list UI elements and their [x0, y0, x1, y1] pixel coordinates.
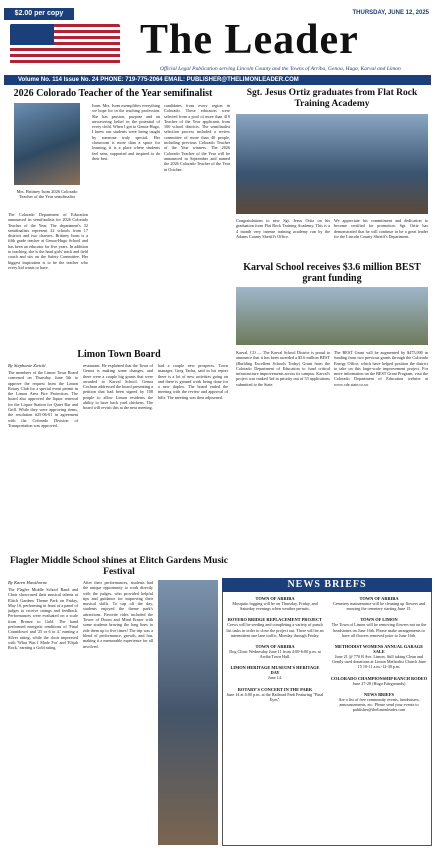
karval-photo: [236, 287, 428, 345]
limon-headline: Limon Town Board: [77, 349, 161, 360]
news-brief-item: TOWN OF ARRIBA Cemetery maintenance will be cleaning up flowers and mowing the cemetery starting June 15. TOWN OF LIMON The Town of Limon will be removing flowers not on the headstones on June 16th. Please make arrangements to have all flowers removed prior to June 16th. METHODIST WOMENS ANNUAL GARAGE SALE June 21 @ 770 B Ave. Limon. Still taking Clean and Gently used donations at Limon Methodist Church June 15 10-11 a.m.-12-30 p.m. COLORADO CHAMPIONSHIP RANCH RODEO June 27-28 (Hugo Fairgrounds) NEWS BRIEFS Are a list of free community events, fundraisers, announcements, etc. Please send your events to publisher@thelimonleader.com: [330, 596, 428, 713]
sgt-right-text: We appreciate his commitment and dedication to become certified for promotion. Sgt. Ortiz has demonstrated that he will continue to be a great leader for the Lincoln County Sheriff's Department.: [334, 218, 428, 239]
karval-left-text: Karval, CO — The Karval School District is proud to announce that it has been awarded a $3.6 million BEST (Building Excellent Schools Today) Grant from the Colorado Department of Education to fund critical infrastructure improvements across its campus. Karval's project was ranked 3rd in priority out of 53 applications submitted to the State.: [236, 350, 330, 387]
news-briefs-title: NEWS BRIEFS: [222, 578, 432, 592]
sgt-headline: Sgt. Jesus Ortiz graduates from Flat Rock Training Academy: [246, 88, 418, 109]
limon-col-1: The members of the Limon Town Board convened on Thursday, June 5th to approve the request from the Limon Rotary Club for a special event permit in the Limon Area Fire Protection. The board also approved the liquor renewal for the Liquor Station for Quiet Bar and Grill. While they were approving items, the resolution #25-06-01 in agreement with the Colorado Division of Transportation was approved.: [8, 370, 78, 428]
karval-headline: Karval School receives $3.6 million BEST grant funding: [243, 262, 421, 284]
flagler-photo: [158, 580, 218, 845]
us-flag-icon: [10, 24, 120, 64]
price-tag: $2.00 per copy: [4, 8, 74, 20]
flagler-col-1: The Flagler Middle School Band and Choir showcased their musical talents at Elitch Gardens Theme Park on Friday, May 16, performing in front of a panel of judges to receive ratings and feedback. Performances were evaluated on a scale from Bronze to Gold. The band performed energetic renditions of 'Final Countdown' and '25 or 6 to 4,' earning a Silver rating, while the choir impressed with 'What Was I Made For' and 'Elijah Rock,' earning a Gold rating.: [8, 587, 78, 651]
limon-byline: By Stephanie Zwicki: [8, 363, 46, 368]
teacher-caption: Mrs. Brittney Isom 2026 Colorado Teacher of the Year semifinalist: [16, 189, 78, 200]
limon-col-2: restaurant. He explained that the Town of Genoa is making some changes, and there were a couple big grants that were awarded to Karval School. Genoa Cochran addressed the board presenting a petition that had been signed by 108 people to allow Limon residents the ability to have back yard chickens. The board will revisit this at the next meeting.: [83, 363, 153, 411]
teacher-col-3: candidates from every region in Colorado. These educators were selected from a pool of more than 419 Teacher of the Year applicants from 100 school districts. The semifinalist selection process included a review committee of more than 40 people, including previous Colorado Teacher of the Year winners. The 2026 Colorado Teacher of the Year will be announced in September and named the 2026 Colorado Teacher of the Year in October.: [164, 103, 230, 172]
karval-right-text: The BEST Grant will be augmented by $475,000 in funding from two previous grants through the Colorado Energy Office, which have helped position the district to take on this large-scale improvement project. For more information on the BEST Grant Program, visit the Colorado Department of Education website at www.cde.state.co.us.: [334, 350, 428, 387]
volume-bar: Volume No. 114 Issue No. 24 PHONE: 719-775-2064 EMAIL: PUBLISHER@THELIMONLEADER.COM: [4, 75, 431, 85]
limon-col-3: had a couple new prospects. Town manager, Greg Tacha, said in his report there is a lot of new activities going on and there is ground work being done for a new duplex. The board ended the meeting with the review and approval of bills. The meeting was then adjourned.: [158, 363, 228, 400]
issue-date: THURSDAY, JUNE 12, 2025: [352, 10, 429, 16]
news-brief-item: TOWN OF ARRIBA Mosquito fogging will be on Thursday, Friday, and Saturday evenings when weather permits. BOYERO BRIDGE REPLACEMENT PROJECT Crews will be seeding and completing a variety of punch list tasks in order to close the project out. There will be an intermittent one lane traffic, Monday through Friday. TOWN OF ARRIBA Dog Clinic Wednesday June 11 from 4:00-6:00 p.m. at Arriba Town Hall. LIMON HERITAGE MUSEUM'S HERITAGE DAY June 14. ROTARY'S CONCERT IN THE PARK June 14 at 6:00 p.m. at the Railroad Park Featuring "Final Eyes".: [226, 596, 324, 702]
sgt-left-text: Congratulations to new Sgt. Jesus Ortiz on his graduation from Flat Rock Training Academy. This is a 4 month very intense training academy run by the Adams County Sheriff's Office.: [236, 218, 330, 239]
flagler-headline: Flagler Middle School shines at Elitch Gardens Music Festival: [9, 556, 229, 577]
newspaper-title: The Leader: [140, 17, 359, 63]
sgt-photo: [236, 114, 428, 214]
teacher-photo: [14, 103, 80, 185]
teacher-headline: 2026 Colorado Teacher of the Year semifinalist: [13, 88, 213, 99]
masthead-subtitle: Official Legal Publication serving Lincoln County and the Towns of Arriba, Genoa, Hugo, Karval and Limon: [160, 66, 401, 72]
teacher-col-1: The Colorado Department of Education announced its semifinalists for 2026 Colorado Teacher of the Year. The department's 32 semifinalists represent 22 schools from 17 districts and two charters. Brittney Isom is a fifth grade teacher at Genoa-Hugo School and has been an educator for five years. In addition to teaching, she is the head girls' track and field coach and sits on the Safety Committee. Her biggest inspiration is to be the teacher who every kid wants to have.: [8, 212, 88, 270]
flagler-col-2: After their performances, students had the unique opportunity to work directly with the judges, who provided helpful tips and guidance for improving their musical skills. To cap off the day, students enjoyed the theme park's attractions. Favorite rides included the Tower of Doom and Mind Eraser with some students braving the long lines to ride them up to five times! The trip was a blend of performance, growth, and fun, making it a memorable experience for all involved.: [83, 580, 153, 649]
flagler-byline: By Karen Hawthorne: [8, 580, 48, 585]
teacher-col-2: Isom. Mrs. Isom exemplifies everything we hope for in the teaching profession. She has passion, purpose and an unwavering belief in the potential of every child. When I got to Genoa-Hugo, I knew our students were being taught by someone truly special. Her classroom is more than a space for learning, it is a place where students feel seen, supported and inspired to do their best.: [92, 103, 160, 161]
